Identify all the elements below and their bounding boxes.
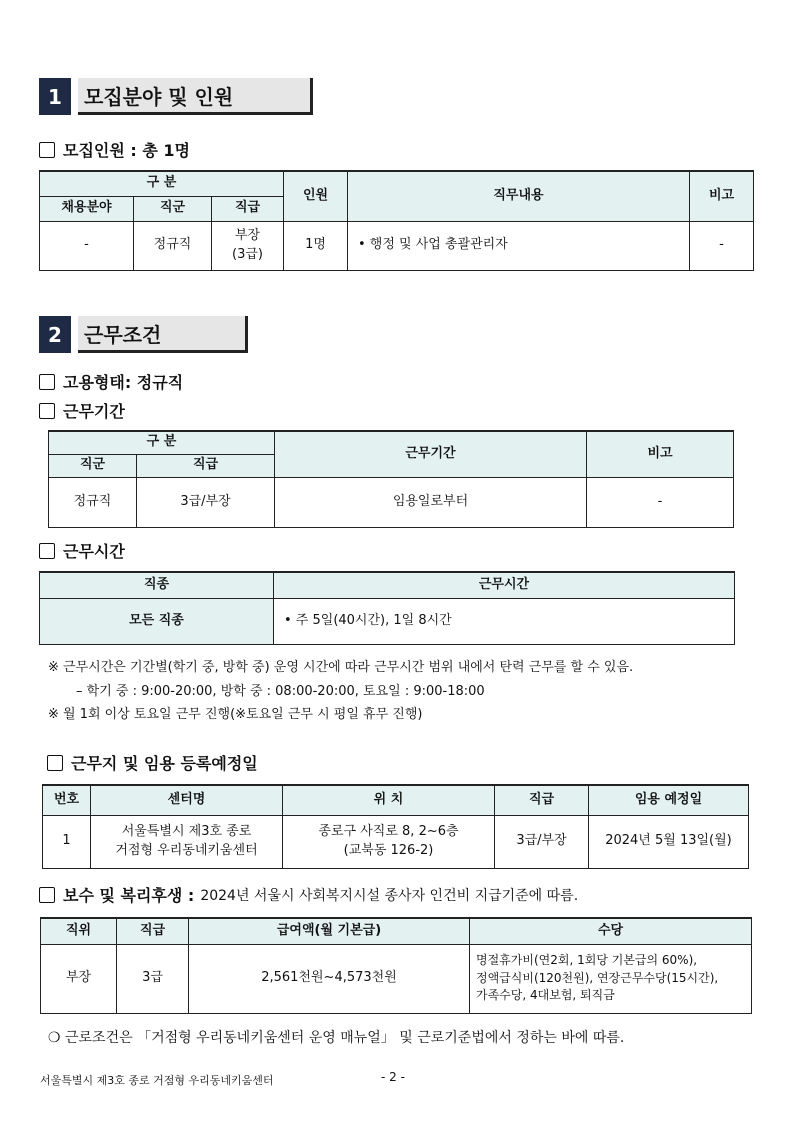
section-2-title: 근무조건 — [78, 316, 248, 353]
th-position: 직위 — [41, 918, 117, 944]
section-2-heading — [39, 316, 248, 353]
th-center: 센터명 — [91, 785, 283, 815]
cell-note: - — [690, 221, 754, 270]
checkbox-icon — [39, 887, 55, 903]
recruit-count-label: 모집인원 : 총 1명 — [63, 141, 190, 160]
th-period: 근무기간 — [275, 431, 587, 477]
work-hours-item — [39, 539, 125, 562]
th-hours: 근무시간 — [274, 572, 735, 598]
table-row — [40, 598, 735, 644]
cell-pay-grade: 3급 — [117, 944, 189, 1013]
th-no: 번호 — [43, 785, 91, 815]
th-type: 직군 — [134, 196, 212, 221]
work-period-table — [48, 430, 734, 528]
employment-type-label: 고용형태: 정규직 — [63, 373, 184, 392]
pay-table — [40, 917, 752, 1014]
cell-salary: 2,561천원~4,573천원 — [189, 944, 470, 1013]
recruit-table — [39, 170, 754, 271]
checkbox-icon — [39, 142, 55, 158]
cell-center-line1: 서울특별시 제3호 종로 — [121, 823, 252, 839]
th-count: 인원 — [284, 171, 348, 221]
cell-location-line2: (교북동 126-2) — [343, 842, 434, 858]
th-period-group: 구 분 — [49, 431, 275, 454]
checkbox-icon — [39, 403, 55, 419]
table-row — [41, 944, 752, 1013]
checkbox-icon — [47, 755, 63, 771]
cell-duty: • 행정 및 사업 총괄관리자 — [348, 221, 690, 270]
th-allowance: 수당 — [470, 918, 752, 944]
hours-note-2: – 학기 중 : 9:00-20:00, 방학 중 : 08:00-20:00, 토요일 : 9:00-18:00 — [76, 684, 485, 699]
th-field: 채용분야 — [40, 196, 134, 221]
workplace-table — [42, 784, 749, 869]
th-workplace-grade: 직급 — [495, 785, 589, 815]
th-pay-grade: 직급 — [117, 918, 189, 944]
cell-field: - — [40, 221, 134, 270]
checkbox-icon — [39, 543, 55, 559]
cell-center — [91, 815, 283, 868]
table-row — [40, 221, 754, 270]
th-note: 비고 — [690, 171, 754, 221]
section-1-title: 모집분야 및 인원 — [78, 78, 313, 115]
cell-hours: • 주 5일(40시간), 1일 8시간 — [274, 598, 735, 644]
work-hours-table — [39, 571, 735, 645]
employment-type-item — [39, 370, 183, 393]
cell-count: 1명 — [284, 221, 348, 270]
cell-grade-line2: (3급) — [232, 246, 263, 262]
workplace-item — [47, 751, 258, 774]
section-2-number: 2 — [39, 316, 71, 353]
workplace-label: 근무지 및 임용 등록예정일 — [71, 754, 258, 773]
cell-no: 1 — [43, 815, 91, 868]
cell-grade-line1: 부장 — [234, 227, 261, 243]
cell-allowance-line1: 명절휴가비(연2회, 1회당 기본급의 60%), — [476, 953, 698, 968]
th-date: 임용 예정일 — [589, 785, 749, 815]
hours-note-3: ※ 월 1회 이상 토요일 근무 진행(※토요일 근무 시 평일 휴무 진행) — [48, 707, 423, 722]
footer-page: - 2 - — [381, 1070, 405, 1084]
th-location: 위 치 — [283, 785, 495, 815]
pay-label: 보수 및 복리후생 : — [63, 886, 195, 905]
th-period-note: 비고 — [587, 431, 734, 477]
cell-period-grade: 3급/부장 — [137, 477, 275, 527]
cell-position: 부장 — [41, 944, 117, 1013]
table-row — [49, 477, 734, 527]
th-period-grade: 직급 — [137, 454, 275, 477]
cell-allowance-line3: 가족수당, 4대보험, 퇴직금 — [476, 988, 615, 1003]
cell-period-type: 정규직 — [49, 477, 137, 527]
pay-item — [39, 883, 578, 906]
cell-workplace-grade: 3급/부장 — [495, 815, 589, 868]
section-1-number: 1 — [39, 78, 71, 115]
cell-allowance — [470, 944, 752, 1013]
cell-location-line1: 종로구 사직로 8, 2~6층 — [318, 823, 459, 839]
cell-job: 모든 직종 — [40, 598, 274, 644]
pay-label-rest: 2024년 서울시 사회복지시설 종사자 인건비 지급기준에 따름. — [200, 887, 579, 904]
work-period-label: 근무기간 — [63, 402, 125, 421]
th-grade: 직급 — [212, 196, 284, 221]
cell-location — [283, 815, 495, 868]
work-hours-label: 근무시간 — [63, 542, 125, 561]
cell-type: 정규직 — [134, 221, 212, 270]
th-job: 직종 — [40, 572, 274, 598]
cell-center-line2: 거점형 우리동네키움센터 — [115, 842, 258, 858]
th-group: 구 분 — [40, 171, 284, 196]
cell-grade — [212, 221, 284, 270]
hours-note-1: ※ 근무시간은 기간별(학기 중, 방학 중) 운영 시간에 따라 근무시간 범위 내에서 탄력 근무를 할 수 있음. — [48, 660, 634, 675]
checkbox-icon — [39, 374, 55, 390]
th-salary: 급여액(월 기본급) — [189, 918, 470, 944]
work-period-item — [39, 399, 125, 422]
recruit-count-item — [39, 138, 190, 161]
table-row — [43, 815, 749, 868]
th-duty: 직무내용 — [348, 171, 690, 221]
closing-note: ❍ 근로조건은 「거점형 우리동네키움센터 운영 매뉴얼」 및 근로기준법에서 정하는 바에 따름. — [48, 1030, 625, 1046]
footer-org: 서울특별시 제3호 종로 거점형 우리동네키움센터 — [40, 1074, 274, 1087]
th-period-type: 직군 — [49, 454, 137, 477]
cell-allowance-line2: 정액급식비(120천원), 연장근무수당(15시간), — [476, 970, 719, 985]
cell-period: 임용일로부터 — [275, 477, 587, 527]
cell-period-note: - — [587, 477, 734, 527]
section-1-heading — [39, 78, 313, 115]
cell-date: 2024년 5월 13일(월) — [589, 815, 749, 868]
